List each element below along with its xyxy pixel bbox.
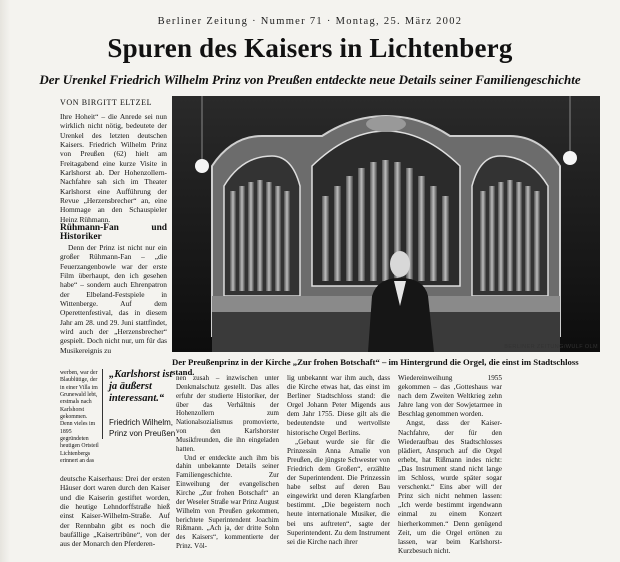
paragraph: Angst, dass der Kaiser-Nachfahre, der für den Wiederaufbau des Stadtschlosses plädiert, Anspruch auf die Orgel erhebt, hat Rißmann indes nicht: „Das Instrument stand nicht lange im Schloss, wurde später sogar verschenkt.“ Eins aber will der Prinz sich nicht nehmen lassen: „Ich werde bestimmt irgendwann einmal zu einem Konzert hierherkommen.“ Denn genügend Zeit, um die Orgel ertönen zu lassen, war beim Karlshorst-Kurzbesuch nicht. [398, 419, 502, 555]
paragraph: deutsche Kaiserhaus: Drei der ersten Häuser dort waren durch den Kaiser und die Kaiserin gestiftet worden, die heutige Lehndorffstraße hieß einst Kaiser-Wilhelm-Straße. Auf der Rennbahn gibt es noch die baufällige „Kaisertribüne“, von der aus der Monarch den Pferderen- [60, 474, 170, 549]
quote-text: „Karlshorst ist ja äußerst interessant.“ [109, 369, 173, 404]
section-subtitle: Rühmann-Fan und Historiker [60, 223, 167, 243]
pull-quote [102, 369, 181, 439]
column-2 [176, 374, 279, 551]
masthead: Berliner Zeitung · Nummer 71 · Montag, 25. März 2002 [157, 16, 463, 27]
quote-attribution: Friedrich Wilhelm, Prinz von Preußen [109, 418, 176, 438]
byline: VON BIRGITT ELTZEL [60, 98, 153, 107]
paragraph: werben, war der Blaublütige, der in einer Villa im Grunewald lebt, erstmals nach Karlshorst gekommen. Denn vieles im 1895 gegründeten heutigen Ortsteil Lichtenbergs erinnert an das [60, 370, 99, 465]
headline: Spuren des Kaisers in Lichtenberg [107, 33, 513, 63]
paragraph: Und er entdeckte auch ihm bis dahin unbekannte Details seiner Familiengeschichte. Zur Einweihung der evangelischen Kirche „Zur frohen Botschaft“ an der Weseler Straße war Prinz August Wilhelm von Preußen gekommen, berichtete Superintendent Joachim Rißmann. „Ach ja, der dritte Sohn des Kaisers“, kommentierte der Prinz. Völ- [176, 453, 279, 551]
paragraph: Denn der Prinz ist nicht nur ein großer Rühmann-Fan – „die Feuerzangenbowle war der erste Film überhaupt, den ich gesehen habe“ – sondern auch Ehrenpatron der Elbeland-Festspiele in Wittenberge. Auf dem Operettenfestival, das in diesem Jahr am 28. und 29. Juni stattfindet, wird auch der „Herzensbrecher“ gespielt. Doch nicht nur, um für das Musikereignis zu [60, 242, 167, 355]
photo-caption: Der Preußenprinz in der Kirche „Zur frohen Botschaft“ – im Hintergrund die Orgel, die einst im Stadtschloss stand. [172, 357, 579, 377]
column-1-bottom [60, 474, 170, 549]
paragraph: nen zusah – inzwischen unter Denkmalschutz gestellt. Das alles erfuhr der studierte Historiker, der über das Verhältnis der Hohenzollern zum Nationalsozialismus promovierte, von den Karlshorster Musikfreunden, die ihn eingeladen hatten. [176, 374, 279, 453]
paragraph: Ihre Hoheit“ – die Anrede sei nun wirklich nicht nötig, bedeutete der Urenkel des letzten deutschen Kaisers. Friedrich Wilhelm Prinz von Preußen (62) hielt am Freitagabend eine kurze Visite in Karlshorst ab. Der Hohenzollern-Nachfahre sah sich im Theater Karlshorst eine Aufführung der Revue „Herzensbrecher“ an, eine Hommage an den Schauspieler Heinz Rühmann. [60, 112, 167, 224]
paragraph: lig unbekannt war ihm auch, dass die Kirche etwas hat, das einst im Berliner Stadtschloss stand: die Orgel Johann Peter Migends aus dem Jahr 1755. Diese gilt als die bedeutendste und wertvollste historische Orgel Berlins. [287, 374, 390, 437]
column-3 [287, 374, 390, 547]
column-1-narrow [60, 370, 100, 465]
photo-credit: BERLINER ZEITUNG/WULF OLM [504, 344, 598, 350]
column-1-top [60, 112, 167, 355]
organ-photo [172, 96, 600, 352]
paragraph: Wiedereinweihung 1955 gekommen – das ‚Gotteshaus war nach dem Zweiten Weltkrieg zehn Jahre lang von der Sowjetarmee in Beschlag genommen worden. [398, 374, 502, 419]
column-4 [398, 374, 502, 556]
subheadline: Der Urenkel Friedrich Wilhelm Prinz von Preußen entdeckte neue Details seiner Familiengeschichte [39, 72, 581, 87]
paragraph: „Gebaut wurde sie für die Prinzessin Anna Amalie von Preußen, die jüngste Schwester von Friedrich dem Großen“, erzählte der Superintendent. Die Prinzessin habe selbst auf deren Bau eingewirkt und deren Klangfarben bestimmt. „Die begeistern noch heute internationale Musiker, die bei uns auftreten“, sagte der Superintendent. Zu dem Instrument sei die Kirche nach ihrer [287, 437, 390, 546]
organ-illustration [172, 96, 600, 352]
